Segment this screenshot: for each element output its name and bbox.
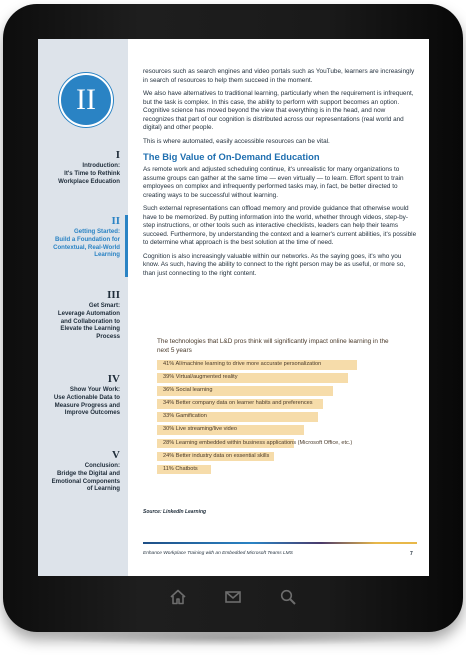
search-icon: [279, 588, 297, 606]
tablet-shadow: [40, 630, 426, 646]
section-numeral: V: [112, 449, 120, 461]
body-paragraph: Cognition is also increasingly valuable within our networks. As the saying goes, it's who you know. As such, having the ability to connect to the right person may be as useful, or more so, than just connecting to the right content.: [143, 252, 406, 277]
body-paragraph: resources such as search engines and video portals such as YouTube, learners are increasingly in search of resources to help them succeed in the moment.: [143, 68, 415, 84]
callout-row: [157, 439, 397, 449]
callout-label: 28% Learning embedded within business applications (Microsoft Office, etc.): [163, 439, 353, 446]
section-numeral: IV: [107, 373, 120, 385]
document-page: [38, 39, 429, 576]
home-button[interactable]: [163, 582, 193, 612]
sidebar-item-get-smart[interactable]: [38, 289, 120, 341]
callout-row: [157, 373, 397, 383]
callout-label: 33% Gamification: [163, 413, 207, 420]
mail-button[interactable]: [218, 582, 248, 612]
callout-label: 30% Live streaming/live video: [163, 426, 237, 433]
sidebar-item-conclusion[interactable]: [38, 449, 120, 493]
section-title: Get Smart: Leverage Automation and Collaboration to Elevate the Learning Process: [57, 302, 120, 341]
body-paragraph: This is where automated, easily accessible resources can be vital.: [143, 137, 330, 145]
chapter-badge: II: [59, 73, 113, 127]
callout-row: [157, 412, 397, 422]
body-paragraph: Such external representations can offload memory and provide guidance that otherwise would have to be memorized. By putting information into the world, whether through videos, step-by-step instructions, or other tools such as interactive checklists, leaders can help their teams succeed. Furthermore, by understanding the context and a learner's current abilities, it's possible to determine what approach is the best solution at the time of need.: [143, 205, 417, 246]
callout-row: [157, 452, 397, 462]
callout-label: 24% Better industry data on essential skills: [163, 452, 270, 459]
body-paragraph: We also have alternatives to traditional learning, particularly when the requirement is infrequent, but the task is complex. In this case, the ability to perform with support becomes an option. Cognitive science has moved beyond the view that everything is in the head, and now recognizes that part of our cognition is distributed across our representations (real world and digital) and other people.: [143, 90, 414, 131]
mail-icon: [224, 588, 242, 606]
page-number: 7: [410, 551, 413, 557]
main-body: [143, 68, 417, 283]
callout-title: The technologies that L&D pros think will significantly impact online learning in the next 5 years: [157, 338, 389, 354]
active-section-indicator: [125, 215, 128, 277]
search-button[interactable]: [273, 582, 303, 612]
footer-rule: [143, 542, 417, 544]
section-title: Getting Started: Build a Foundation for Contextual, Real-World Learning: [53, 228, 120, 259]
section-numeral: I: [115, 149, 120, 161]
source-note: Source: LinkedIn Learning: [143, 509, 207, 515]
section-heading: The Big Value of On-Demand Education: [143, 151, 320, 162]
section-title: Conclusion: Bridge the Digital and Emotional Components of Learning: [51, 462, 120, 493]
section-numeral: II: [111, 215, 120, 227]
section-title: Show Your Work: Use Actionable Data to Measure Progress and Improve Outcomes: [53, 386, 120, 417]
callout-bar-list: [157, 360, 397, 474]
footer-title: Enhance Workplace Training with an Embedded Microsoft Teams LMS: [143, 551, 293, 556]
callout-label: 39% Virtual/augmented reality: [163, 374, 238, 381]
section-title: Introduction: It's Time to Rethink Workplace Education: [58, 162, 120, 185]
callout-label: 34% Better company data on learner habits and preferences: [163, 400, 313, 407]
technology-callout: [157, 338, 397, 478]
body-paragraph: As remote work and adjusted scheduling continue, it's unrealistic for many organizations to assume groups can gather at the same time — even virtually — to learn. Effort spent to train employees on complex and infrequently performed tasks may, in fact, be better directed to creating ways to be successful without learning.: [143, 166, 404, 199]
callout-row: [157, 386, 397, 396]
callout-row: [157, 399, 397, 409]
section-numeral: III: [107, 289, 120, 301]
sidebar-item-introduction[interactable]: [38, 149, 120, 185]
callout-row: [157, 465, 397, 475]
sidebar-item-getting-started[interactable]: [38, 215, 120, 259]
home-icon: [169, 588, 187, 606]
callout-row: [157, 425, 397, 435]
callout-label: 36% Social learning: [163, 387, 213, 394]
sidebar-item-show-your-work[interactable]: [38, 373, 120, 417]
callout-label: 41% AI/machine learning to drive more accurate personalization: [163, 361, 322, 367]
callout-row: [157, 360, 397, 370]
callout-label: 11% Chatbots: [163, 465, 198, 472]
